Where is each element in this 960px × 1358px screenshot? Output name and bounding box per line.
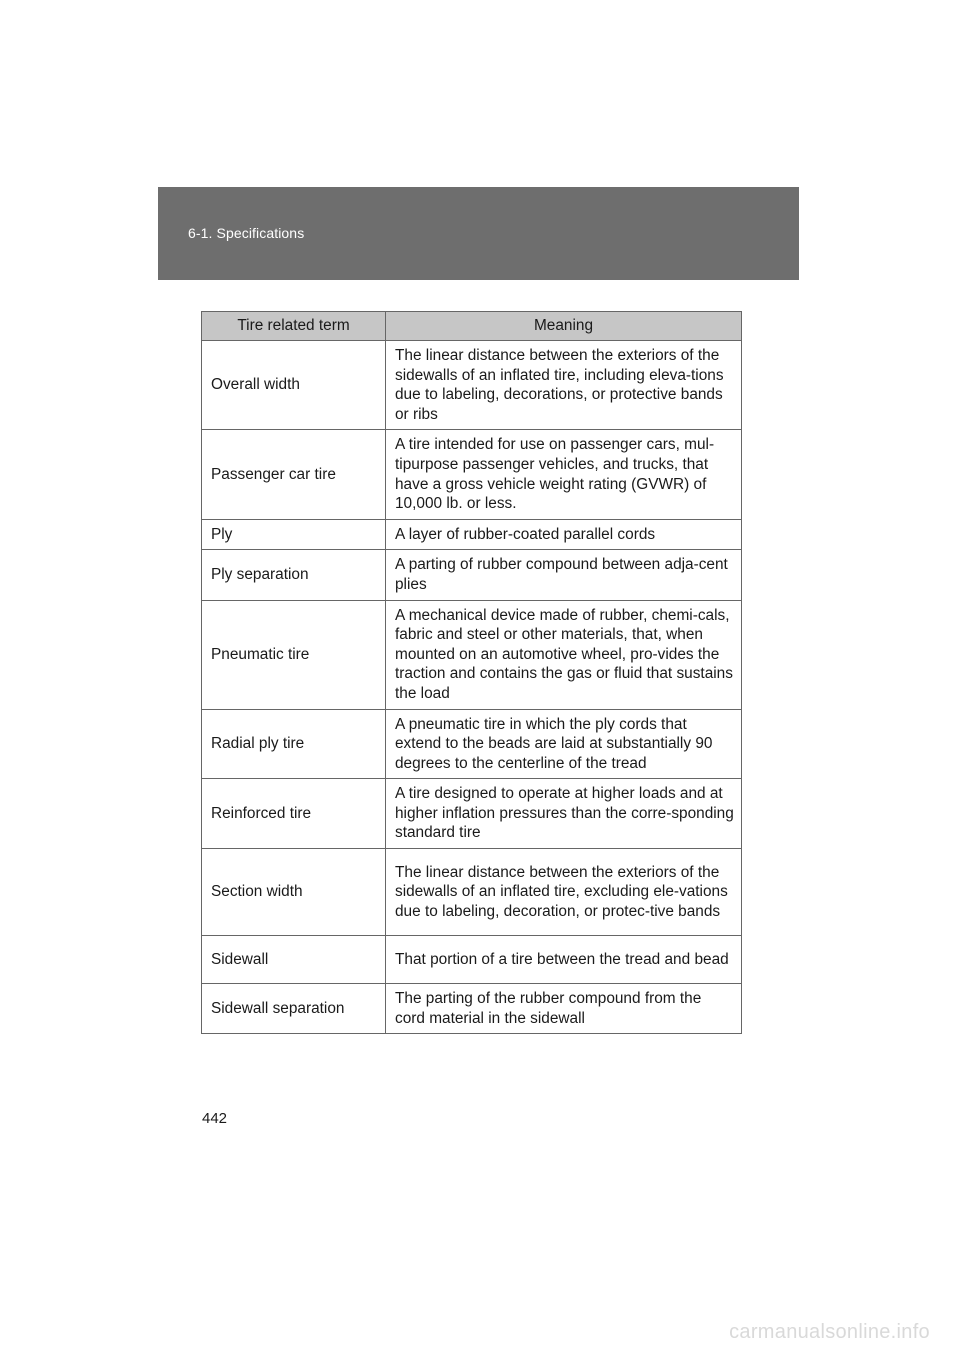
meaning-cell: The linear distance between the exteriors of the sidewalls of an inflated tire, excluding ele-vations due to labeling, decoration, or protec-tive bands	[386, 849, 742, 936]
table-row	[202, 936, 742, 984]
meaning-cell: A parting of rubber compound between adja-cent plies	[386, 550, 742, 600]
term-cell: Pneumatic tire	[202, 600, 386, 709]
table-row	[202, 984, 742, 1034]
meaning-cell: That portion of a tire between the tread and bead	[386, 936, 742, 984]
table-row	[202, 519, 742, 550]
table-header-row	[202, 312, 742, 341]
table-row	[202, 341, 742, 430]
meaning-cell: A mechanical device made of rubber, chemi-cals, fabric and steel or other materials, that, when mounted on an automotive wheel, pro-vides the traction and contains the gas or fluid that sustains the load	[386, 600, 742, 709]
table-row	[202, 849, 742, 936]
watermark: carmanualsonline.info	[729, 1321, 930, 1343]
meaning-cell: A tire intended for use on passenger cars, mul-tipurpose passenger vehicles, and trucks, that have a gross vehicle weight rating (GVWR) of 10,000 lb. or less.	[386, 430, 742, 519]
term-cell: Reinforced tire	[202, 779, 386, 849]
term-cell: Section width	[202, 849, 386, 936]
term-cell: Ply	[202, 519, 386, 550]
meaning-cell: A pneumatic tire in which the ply cords that extend to the beads are laid at substantially 90 degrees to the centerline of the tread	[386, 709, 742, 779]
meaning-cell: The linear distance between the exteriors of the sidewalls of an inflated tire, including eleva-tions due to labeling, decorations, or protective bands or ribs	[386, 341, 742, 430]
meaning-cell: A tire designed to operate at higher loads and at higher inflation pressures than the corre-sponding standard tire	[386, 779, 742, 849]
term-cell: Sidewall separation	[202, 984, 386, 1034]
table-row	[202, 779, 742, 849]
chapter-header-band	[158, 187, 799, 280]
column-header-meaning: Meaning	[386, 312, 742, 341]
meaning-cell: The parting of the rubber compound from the cord material in the sidewall	[386, 984, 742, 1034]
term-cell: Radial ply tire	[202, 709, 386, 779]
table-row	[202, 600, 742, 709]
term-cell: Sidewall	[202, 936, 386, 984]
term-cell: Ply separation	[202, 550, 386, 600]
meaning-cell: A layer of rubber-coated parallel cords	[386, 519, 742, 550]
section-title: 6-1. Specifications	[188, 225, 305, 241]
page-number: 442	[202, 1110, 228, 1127]
term-cell: Overall width	[202, 341, 386, 430]
table-row	[202, 430, 742, 519]
term-cell: Passenger car tire	[202, 430, 386, 519]
table-row	[202, 550, 742, 600]
table-row	[202, 709, 742, 779]
tire-terms-table	[201, 311, 742, 1034]
column-header-term: Tire related term	[202, 312, 386, 341]
